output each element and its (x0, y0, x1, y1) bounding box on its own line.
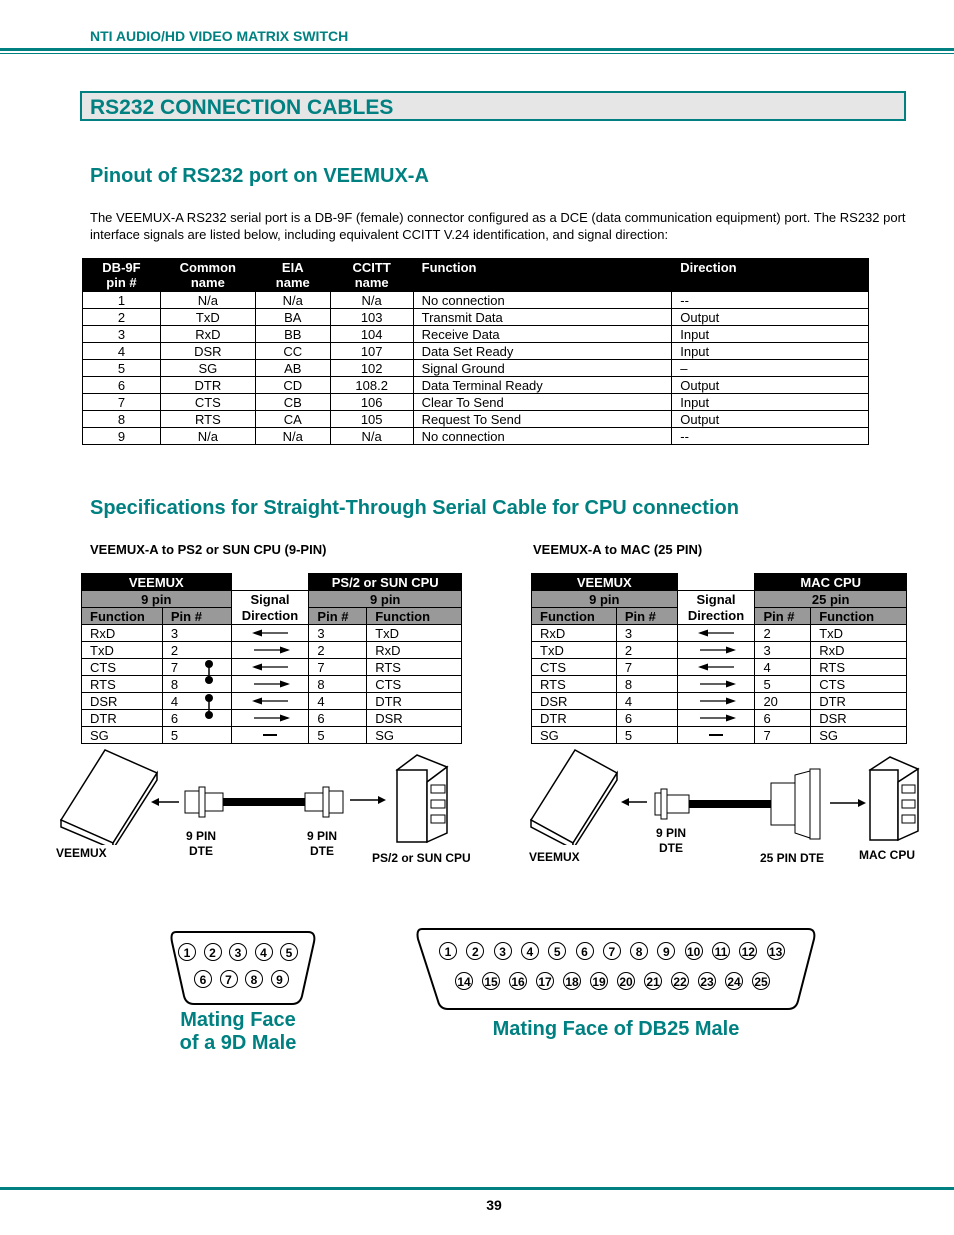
pinout-cell: 102 (330, 360, 413, 377)
cable-cell: DSR (532, 693, 617, 710)
pin-number: 11 (712, 942, 730, 960)
cable-cell: 5 (616, 727, 677, 744)
cable-cell: RxD (532, 625, 617, 642)
signal-spacer (677, 574, 755, 591)
cable-cell: 4 (755, 659, 811, 676)
cable-cell: RxD (82, 625, 163, 642)
cable-cell: CTS (811, 676, 907, 693)
arrow-right-icon (830, 799, 866, 807)
col-pin: Pin # (309, 608, 367, 625)
pinout-cell: 7 (83, 394, 161, 411)
direction-cell (231, 625, 309, 642)
pin-number: 1 (178, 943, 196, 961)
pinout-cell: N/a (255, 292, 330, 309)
arrow-right-icon (350, 796, 386, 804)
col-header: Common name (160, 259, 255, 292)
pinout-cell: BA (255, 309, 330, 326)
cable-cell: 4 (162, 693, 231, 710)
footer-rule (0, 1187, 954, 1190)
pin-number: 6 (194, 970, 212, 988)
pin-number: 9 (271, 970, 289, 988)
pinout-cell: 103 (330, 309, 413, 326)
direction-cell (677, 727, 755, 744)
cable-row (82, 642, 462, 659)
pin-number: 8 (630, 942, 648, 960)
cable-row (532, 693, 907, 710)
cable-table-ps2 (81, 573, 462, 744)
pinout-cell: Signal Ground (413, 360, 672, 377)
pinout-cell: 3 (83, 326, 161, 343)
cable-row (82, 625, 462, 642)
col-pin: Pin # (755, 608, 811, 625)
pin-number: 19 (590, 972, 608, 990)
cable-cell: 4 (309, 693, 367, 710)
pinout-cell: CC (255, 343, 330, 360)
cable-cell: RTS (367, 659, 462, 676)
cpu-pins: 9 pin (309, 591, 462, 608)
diagram-veemux-label: VEEMUX (56, 846, 107, 860)
pinout-cell: 1 (83, 292, 161, 309)
cable-line (689, 800, 771, 808)
pin-number: 20 (617, 972, 635, 990)
pinout-cell: N/a (160, 292, 255, 309)
page-number: 39 (486, 1197, 502, 1213)
cable-cell: 6 (755, 710, 811, 727)
specs-heading: Specifications for Straight-Through Serial Cable for CPU connection (90, 497, 739, 519)
pinout-cell: Output (672, 377, 869, 394)
pin-number: 18 (563, 972, 581, 990)
pin-number: 7 (603, 942, 621, 960)
direction-label: Direction (677, 608, 755, 625)
pinout-heading: Pinout of RS232 port on VEEMUX-A (90, 165, 429, 187)
diagram-conn1-label: 9 PIN DTE (655, 826, 686, 855)
pinout-cell: Transmit Data (413, 309, 672, 326)
direction-cell (677, 642, 755, 659)
arrow-left-icon (686, 627, 746, 639)
pinout-cell: 105 (330, 411, 413, 428)
tower-cpu-icon (870, 757, 918, 840)
cable-cell: 3 (162, 625, 231, 642)
signal-label: Signal (677, 591, 755, 608)
pinout-row (83, 343, 869, 360)
cable-cell: CTS (82, 659, 163, 676)
cable-row (532, 727, 907, 744)
cable-cell: 4 (616, 693, 677, 710)
arrow-right-icon (686, 644, 746, 656)
pinout-cell: 5 (83, 360, 161, 377)
col-function: Function (811, 608, 907, 625)
db9-mating-label: Mating Face of a 9D Male (179, 1009, 297, 1054)
direction-label: Direction (231, 608, 309, 625)
pinout-row (83, 411, 869, 428)
pin-number: 21 (644, 972, 662, 990)
cable-cell: 2 (309, 642, 367, 659)
pin-number: 2 (466, 942, 484, 960)
pin-number: 8 (245, 970, 263, 988)
direction-cell (677, 659, 755, 676)
veemux-pins: 9 pin (82, 591, 232, 608)
cable-line (223, 798, 305, 806)
pinout-cell: 9 (83, 428, 161, 445)
direction-cell (677, 676, 755, 693)
pin-number: 5 (548, 942, 566, 960)
cable-cell: RTS (811, 659, 907, 676)
pinout-cell: Data Set Ready (413, 343, 672, 360)
pinout-cell: -- (672, 428, 869, 445)
veemux-title: VEEMUX (82, 574, 232, 591)
cable-cell: 2 (162, 642, 231, 659)
arrow-right-icon (686, 712, 746, 724)
pinout-cell: -- (672, 292, 869, 309)
section-title: RS232 CONNECTION CABLES (90, 96, 394, 119)
pin-number: 25 (752, 972, 770, 990)
pin-number: 5 (280, 943, 298, 961)
cable-row (82, 676, 462, 693)
cable-cell: 8 (162, 676, 231, 693)
pinout-cell: 107 (330, 343, 413, 360)
cable-cell: TxD (532, 642, 617, 659)
dash-icon (686, 729, 746, 741)
pinout-cell: SG (160, 360, 255, 377)
pin-number: 15 (482, 972, 500, 990)
direction-cell (231, 727, 309, 744)
cable-cell: 8 (309, 676, 367, 693)
cable-cell: SG (82, 727, 163, 744)
pinout-header-row (83, 259, 869, 292)
cable-cell: 2 (616, 642, 677, 659)
cpu-title: MAC CPU (755, 574, 907, 591)
pinout-cell: RxD (160, 326, 255, 343)
db25-mating-face-outline (414, 927, 818, 1013)
pinout-cell: – (672, 360, 869, 377)
pin-number: 1 (439, 942, 457, 960)
pinout-cell: Output (672, 309, 869, 326)
veemux-pins: 9 pin (532, 591, 678, 608)
pinout-cell: CD (255, 377, 330, 394)
cable-cell: 5 (162, 727, 231, 744)
cable-cell: TxD (811, 625, 907, 642)
pinout-cell: No connection (413, 292, 672, 309)
section-title-box (80, 91, 906, 121)
cable-cell: 6 (162, 710, 231, 727)
left-subtitle: VEEMUX-A to PS2 or SUN CPU (9-PIN) (90, 542, 327, 557)
direction-cell (231, 642, 309, 659)
arrow-left-icon (151, 798, 179, 806)
cable-cell: 5 (309, 727, 367, 744)
cable-cell: CTS (367, 676, 462, 693)
pinout-cell: RTS (160, 411, 255, 428)
pinout-row (83, 326, 869, 343)
cable-cell: 7 (616, 659, 677, 676)
pinout-cell: Input (672, 326, 869, 343)
cable-cell: RTS (532, 676, 617, 693)
cable-cell: DTR (367, 693, 462, 710)
pinout-row (83, 292, 869, 309)
pin-number: 4 (521, 942, 539, 960)
pinout-cell: DSR (160, 343, 255, 360)
cable-row (532, 710, 907, 727)
arrow-right-icon (240, 712, 300, 724)
cable-cell: 6 (309, 710, 367, 727)
pin-number: 3 (494, 942, 512, 960)
diagram-cpu-label: PS/2 or SUN CPU (372, 851, 471, 865)
cable-cell: 3 (755, 642, 811, 659)
header-rule-thin (0, 53, 954, 54)
arrow-right-icon (240, 644, 300, 656)
arrow-left-icon (240, 695, 300, 707)
pin-number: 7 (220, 970, 238, 988)
direction-cell (677, 693, 755, 710)
pin-number: 2 (204, 943, 222, 961)
pinout-cell: Input (672, 394, 869, 411)
signal-spacer (231, 574, 309, 591)
col-function: Function (532, 608, 617, 625)
diagram-cpu-label: MAC CPU (859, 848, 915, 862)
veemux-box-icon (61, 750, 157, 845)
pinout-cell: AB (255, 360, 330, 377)
right-subtitle: VEEMUX-A to MAC (25 PIN) (533, 542, 703, 557)
cable-row (532, 642, 907, 659)
pinout-cell: CA (255, 411, 330, 428)
col-pin: Pin # (162, 608, 231, 625)
pinout-cell: 4 (83, 343, 161, 360)
pinout-cell: N/a (255, 428, 330, 445)
pinout-cell: 106 (330, 394, 413, 411)
arrow-left-icon (240, 661, 300, 673)
cable-cell: RxD (367, 642, 462, 659)
cable-cell: DTR (811, 693, 907, 710)
pinout-cell: 8 (83, 411, 161, 428)
pinout-cell: 2 (83, 309, 161, 326)
cable-cell: DSR (367, 710, 462, 727)
pin-number: 9 (657, 942, 675, 960)
cable-cell: DTR (532, 710, 617, 727)
pin-number: 6 (576, 942, 594, 960)
header-title: NTI AUDIO/HD VIDEO MATRIX SWITCH (90, 28, 349, 44)
cable-cell: 2 (755, 625, 811, 642)
db9-connector-icon (655, 789, 689, 819)
diagram-conn2-label: 9 PIN DTE (306, 829, 337, 858)
cable-cell: 5 (755, 676, 811, 693)
cable-cell: SG (367, 727, 462, 744)
cable-row (82, 727, 462, 744)
cable-row (532, 659, 907, 676)
pin-number: 12 (739, 942, 757, 960)
pin-number: 23 (698, 972, 716, 990)
pinout-cell: Input (672, 343, 869, 360)
pinout-cell: Data Terminal Ready (413, 377, 672, 394)
cable-cell: SG (532, 727, 617, 744)
arrow-right-icon (686, 695, 746, 707)
ps2-connection-diagram (55, 745, 495, 845)
cable-cell: TxD (82, 642, 163, 659)
db25-mating-label: Mating Face of DB25 Male (492, 1018, 740, 1040)
pinout-cell: CB (255, 394, 330, 411)
pin-number: 17 (536, 972, 554, 990)
cable-cell: RxD (811, 642, 907, 659)
cable-row (532, 676, 907, 693)
pinout-row (83, 428, 869, 445)
col-pin: Pin # (616, 608, 677, 625)
cable-cell: 7 (755, 727, 811, 744)
col-header: Direction (672, 259, 869, 292)
col-header: CCITT name (330, 259, 413, 292)
pinout-cell: N/a (330, 292, 413, 309)
db9-connector-icon (305, 787, 343, 817)
pinout-cell: Clear To Send (413, 394, 672, 411)
cable-row (82, 710, 462, 727)
cable-cell: DTR (82, 710, 163, 727)
col-header: DB-9F pin # (83, 259, 161, 292)
arrow-right-icon (240, 678, 300, 690)
cable-cell: TxD (367, 625, 462, 642)
pin-number: 14 (455, 972, 473, 990)
pin-number: 13 (767, 942, 785, 960)
arrow-right-icon (686, 678, 746, 690)
cable-row (532, 625, 907, 642)
pinout-row (83, 360, 869, 377)
db9-mating-face-outline (168, 930, 318, 1008)
pinout-intro: The VEEMUX-A RS232 serial port is a DB-9F (female) connector configured as a DCE (data communication equipment) port. The RS232 port interface signals are listed below, including equivalent CCITT V.24 identification, and signal direction: (90, 210, 906, 242)
direction-cell (231, 710, 309, 727)
cable-row (82, 659, 462, 676)
pin-number: 24 (725, 972, 743, 990)
cable-cell: 7 (309, 659, 367, 676)
cable-row (82, 693, 462, 710)
veemux-box-icon (531, 750, 617, 845)
loopback-jumpers (195, 658, 225, 722)
pinout-row (83, 394, 869, 411)
diagram-veemux-label: VEEMUX (529, 850, 580, 864)
header-rule (0, 48, 954, 51)
arrow-left-icon (686, 661, 746, 673)
pinout-row (83, 377, 869, 394)
cpu-title: PS/2 or SUN CPU (309, 574, 462, 591)
pinout-cell: 104 (330, 326, 413, 343)
pinout-table (82, 258, 869, 445)
tower-cpu-icon (397, 755, 447, 842)
col-function: Function (82, 608, 163, 625)
pin-number: 4 (255, 943, 273, 961)
db25-connector-icon (771, 769, 820, 839)
col-function: Function (367, 608, 462, 625)
pinout-cell: 6 (83, 377, 161, 394)
cable-cell: 7 (162, 659, 231, 676)
cable-cell: RTS (82, 676, 163, 693)
cable-cell: 3 (616, 625, 677, 642)
pin-number: 16 (509, 972, 527, 990)
cable-cell: 20 (755, 693, 811, 710)
pinout-cell: 108.2 (330, 377, 413, 394)
pinout-cell: Output (672, 411, 869, 428)
pin-number: 3 (229, 943, 247, 961)
db9-connector-icon (185, 787, 223, 817)
pinout-cell: CTS (160, 394, 255, 411)
direction-cell (677, 625, 755, 642)
pin-number: 22 (671, 972, 689, 990)
pinout-row (83, 309, 869, 326)
direction-cell (231, 659, 309, 676)
col-header: EIA name (255, 259, 330, 292)
pinout-cell: DTR (160, 377, 255, 394)
pinout-cell: Receive Data (413, 326, 672, 343)
pinout-cell: N/a (330, 428, 413, 445)
cable-cell: 6 (616, 710, 677, 727)
arrow-left-icon (240, 627, 300, 639)
pinout-cell: BB (255, 326, 330, 343)
pinout-cell: N/a (160, 428, 255, 445)
cable-cell: SG (811, 727, 907, 744)
col-header: Function (413, 259, 672, 292)
cable-cell: DSR (811, 710, 907, 727)
direction-cell (677, 710, 755, 727)
cable-cell: 3 (309, 625, 367, 642)
diagram-conn2-label: 25 PIN DTE (760, 851, 825, 865)
direction-cell (231, 676, 309, 693)
cpu-pins: 25 pin (755, 591, 907, 608)
dash-icon (240, 729, 300, 741)
cable-cell: CTS (532, 659, 617, 676)
arrow-left-icon (621, 798, 647, 806)
direction-cell (231, 693, 309, 710)
veemux-title: VEEMUX (532, 574, 678, 591)
cable-cell: 8 (616, 676, 677, 693)
diagram-conn1-label: 9 PIN DTE (185, 829, 216, 858)
pinout-cell: Request To Send (413, 411, 672, 428)
mac-connection-diagram (525, 745, 925, 845)
pinout-cell: TxD (160, 309, 255, 326)
pin-number: 10 (685, 942, 703, 960)
cable-cell: DSR (82, 693, 163, 710)
cable-table-mac (531, 573, 907, 744)
pinout-cell: No connection (413, 428, 672, 445)
signal-label: Signal (231, 591, 309, 608)
